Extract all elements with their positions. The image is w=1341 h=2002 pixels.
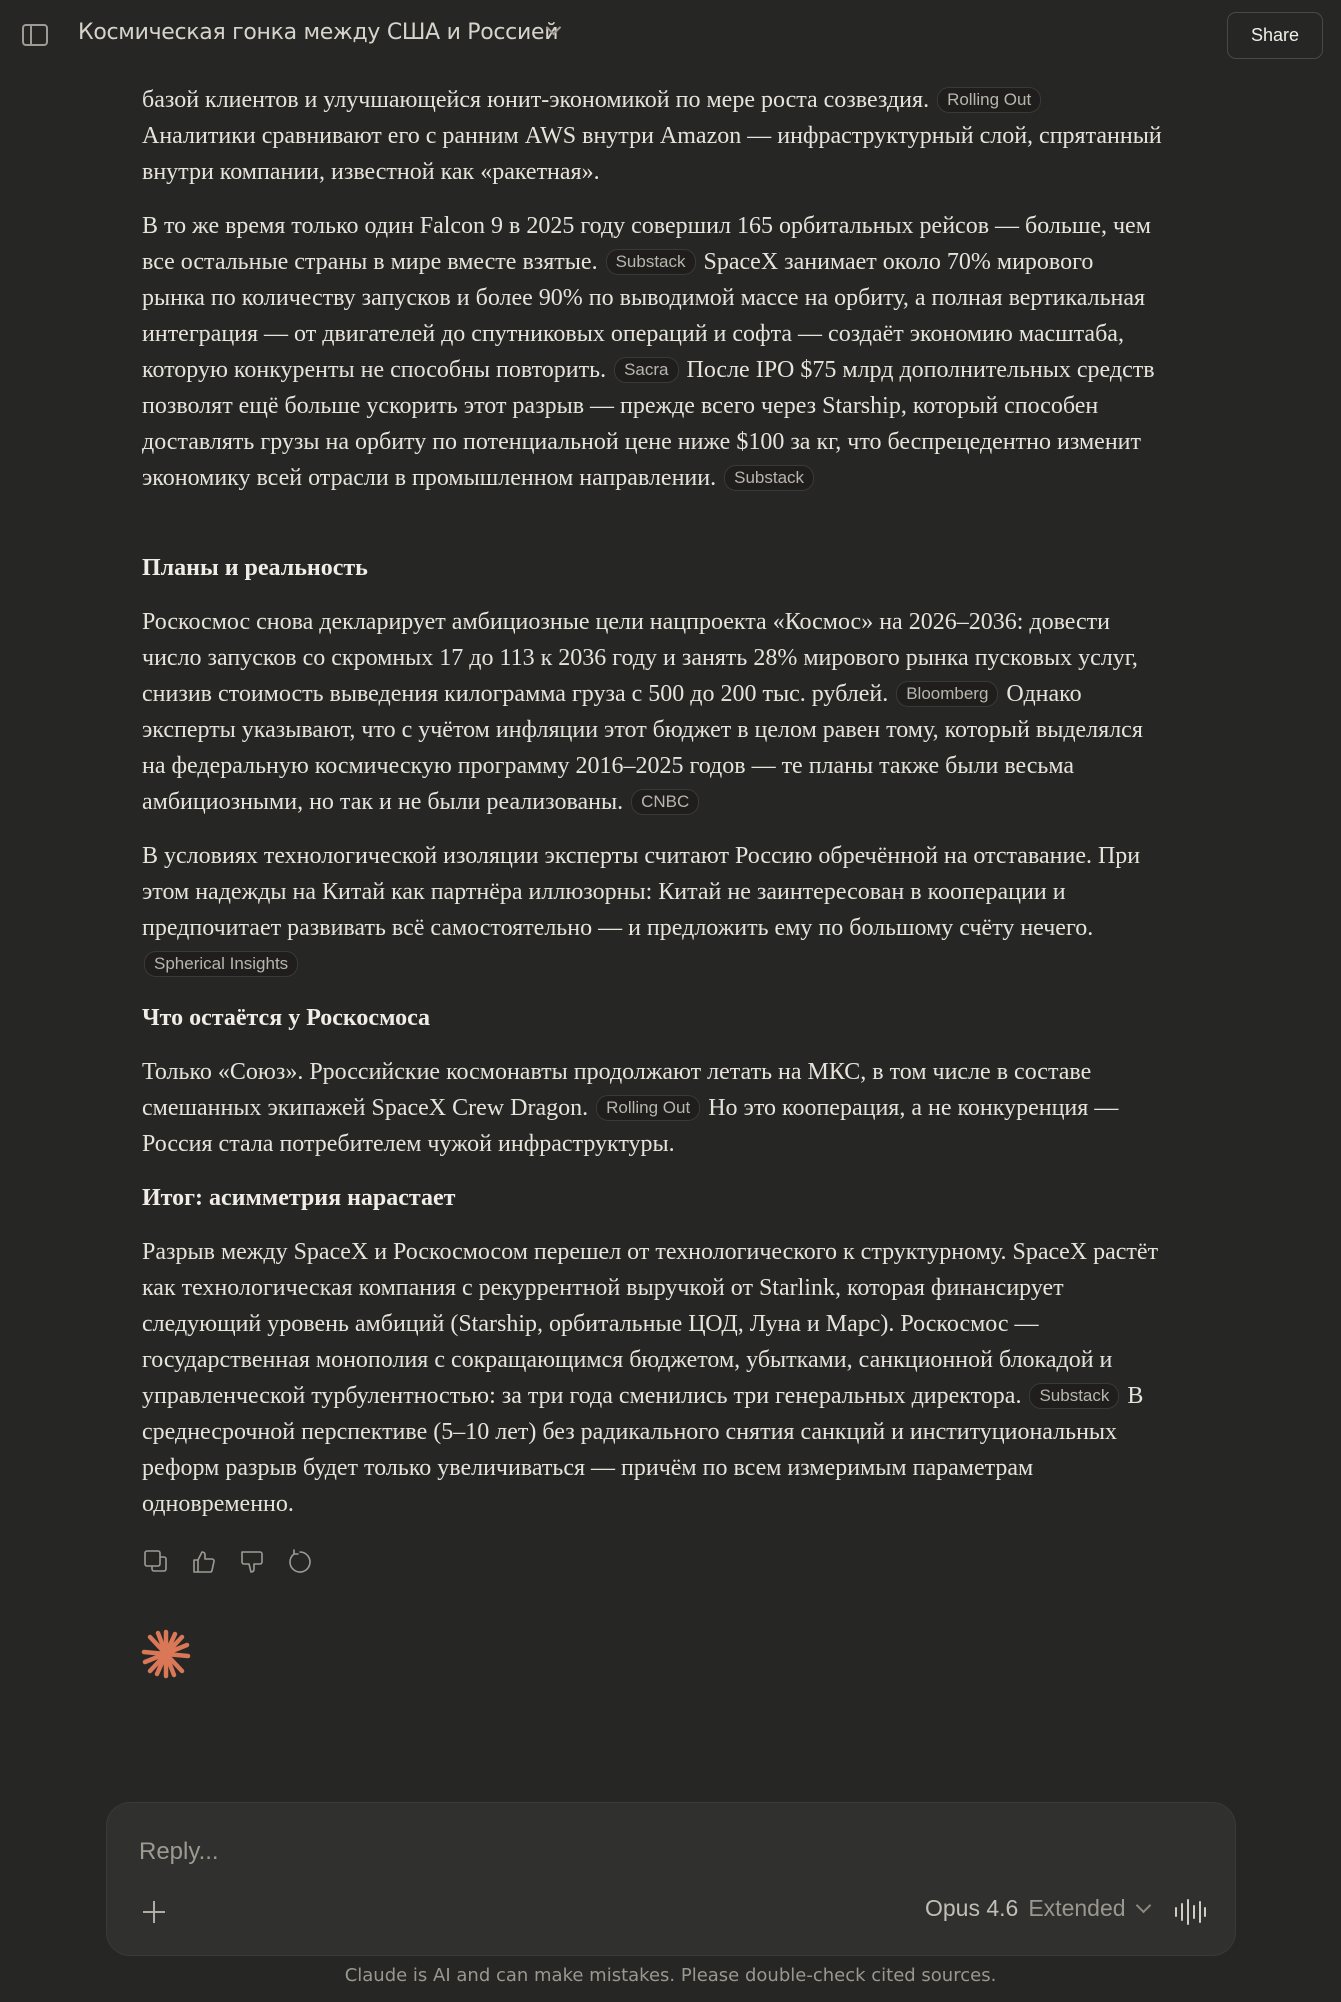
model-selector[interactable] — [925, 1895, 1149, 1922]
paragraph: Разрыв между SpaceX и Роскосмосом перешел от технологического к структурному. SpaceX растёт как технологическая компания с рекуррентной выручкой от Starlink, которая финансирует следующий уровень амбиций (Starship, орбитальные ЦОД, Луна и Марс). Роскосмос — государственная монополия с сокращающимся бюджетом, убытками, санкционной блокадой и управленческой турбулентностью: за три года сменились три генеральных директора. Substack В среднесрочной перспективе (5–10 лет) без радикального снятия санкций и институциональных реформ разрыв будет только увеличиваться — причём по всем измеримым параметрам одновременно. — [142, 1239, 1159, 1517]
copy-icon[interactable] — [142, 1548, 170, 1576]
share-button[interactable]: Share — [1227, 12, 1323, 59]
thumbs-up-icon[interactable] — [190, 1548, 218, 1576]
citation-chip[interactable]: Rolling Out — [937, 87, 1041, 113]
paragraph: В условиях технологической изоляции эксперты считают Россию обречённой на отставание. При этом надежды на Китай как партнёра иллюзорны: Китай не заинтересован в кооперации и предпочитает развивать всё самостоятельно — и предложить ему по большому счёту нечего. Spherical Insights — [142, 838, 1162, 982]
disclaimer-text: Claude is AI and can make mistakes. Please double-check cited sources. — [344, 1965, 997, 1986]
section-heading: Планы и реальность — [142, 555, 368, 581]
citation-chip[interactable]: Sacra — [614, 357, 678, 383]
citation-chip[interactable]: Rolling Out — [596, 1095, 700, 1121]
thumbs-down-icon[interactable] — [238, 1548, 266, 1576]
paragraph: Роскосмос снова декларирует амбициозные цели нацпроекта «Космос» на 2026–2036: довести число запусков со скромных 17 до 113 к 2036 году и занять 28% мирового рынка пусковых услуг, снизив стоимость выведения килограмма груза с 500 до 200 тыс. рублей. Bloomberg Однако эксперты указывают, что с учётом инфляции этот бюджет в целом равен тому, который выделялся на федеральную космическую программу 2016–2025 годов — те планы также были весьма амбициозными, но так и не были реализованы. CNBC — [142, 609, 1143, 815]
citation-chip[interactable]: Substack — [724, 465, 814, 491]
add-attachment-button[interactable] — [141, 1899, 167, 1925]
sidebar-toggle-icon[interactable] — [22, 24, 48, 46]
paragraph: Только «Союз». Рроссийские космонавты продолжают летать на МКС, в том числе в составе смешанных экипажей SpaceX Crew Dragon. Rolling Out Но это кооперация, а не конкуренция — Россия стала потребителем чужой инфраструктуры. — [142, 1059, 1119, 1157]
chat-title[interactable]: Космическая гонка между США и Россией — [78, 20, 559, 45]
model-name: Opus 4.6 — [925, 1895, 1019, 1921]
top-bar — [0, 0, 1341, 72]
citation-chip[interactable]: Spherical Insights — [144, 951, 298, 977]
section-heading: Что остаётся у Роскосмоса — [142, 1005, 431, 1031]
section-heading: Итог: асимметрия нарастает — [142, 1185, 456, 1211]
citation-chip[interactable]: Bloomberg — [896, 681, 998, 707]
composer — [106, 1802, 1236, 1956]
retry-icon[interactable] — [286, 1548, 314, 1576]
citation-chip[interactable]: Substack — [606, 249, 696, 275]
model-mode: Extended — [1028, 1895, 1126, 1921]
claude-spark-logo-icon — [140, 1628, 192, 1680]
chevron-down-icon — [1135, 1898, 1151, 1914]
citation-chip[interactable]: Substack — [1029, 1383, 1119, 1409]
citation-chip[interactable]: CNBC — [631, 789, 699, 815]
paragraph: базой клиентов и улучшающейся юнит-экономикой по мере роста созвездия. Rolling Out Аналитики сравнивают его с ранним AWS внутри Amazon — инфраструктурный слой, спрятанный внутри компании, известной как «ракетная». — [142, 87, 1162, 185]
reply-input[interactable] — [137, 1833, 1201, 1871]
paragraph: В то же время только один Falcon 9 в 2025 году совершил 165 орбитальных рейсов — больше, чем все остальные страны в мире вместе взятые. Substack SpaceX занимает около 70% мирового рынка по количеству запусков и более 90% по выводимой массе на орбиту, а полная вертикальная интеграция — от двигателей до спутниковых операций и софта — создаёт экономию масштаба, которую конкуренты не способны повторить. Sacra После IPO $75 млрд дополнительных средств позволят ещё больше ускорить этот разрыв — прежде всего через Starship, который способен доставлять грузы на орбиту по потенциальной цене ниже $100 за кг, что беспрецедентно изменит экономику всей отрасли в промышленном направлении. Substack — [142, 213, 1155, 491]
voice-mode-icon[interactable] — [1173, 1897, 1207, 1927]
